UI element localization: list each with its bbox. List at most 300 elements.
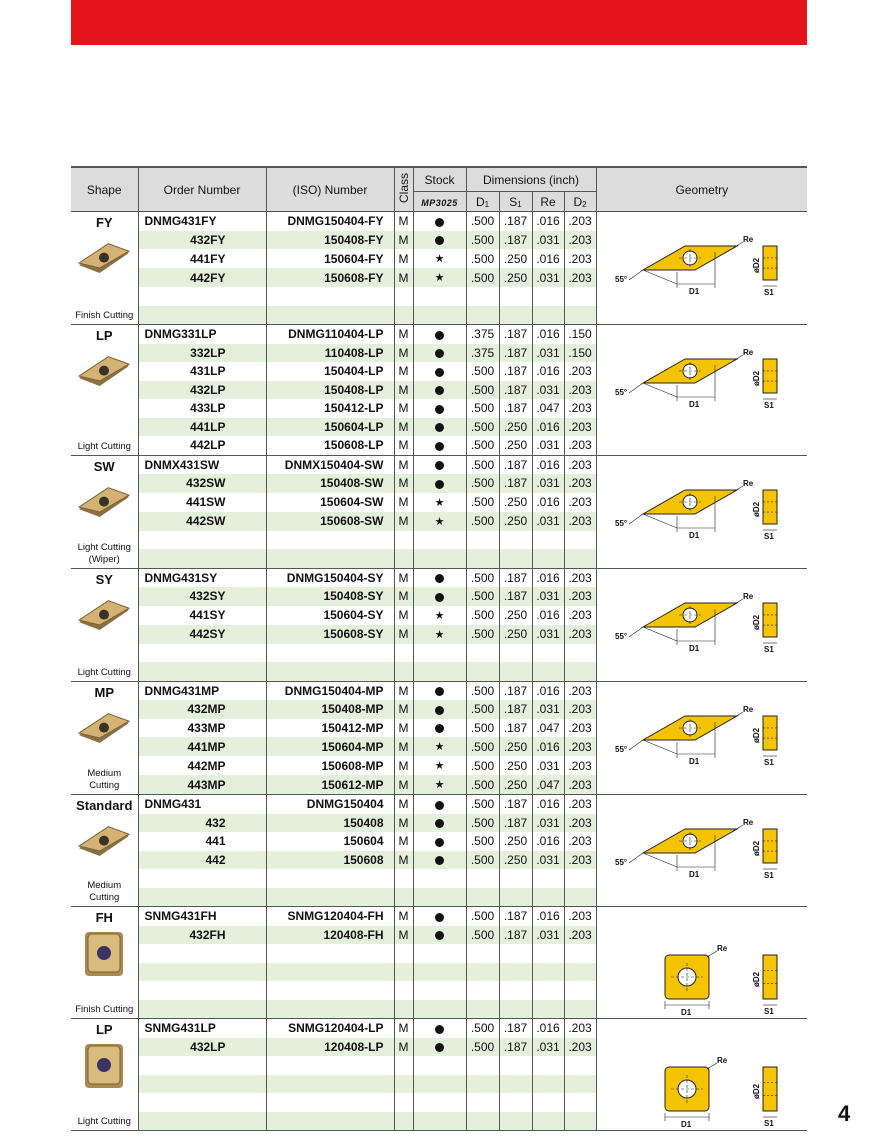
dim-d1	[466, 287, 499, 306]
stock-indicator	[413, 231, 466, 250]
header-class-label: Class	[396, 172, 411, 203]
in-stock-dot-icon	[435, 856, 444, 865]
dim-d1	[466, 1000, 499, 1019]
order-number: 432LP	[138, 381, 266, 400]
dim-d2: .203	[564, 814, 596, 833]
dim-d2	[564, 644, 596, 663]
geometry-cell	[596, 795, 807, 907]
table-row	[71, 325, 807, 344]
order-number	[138, 869, 266, 888]
iso-number	[266, 306, 394, 325]
cutting-description: Light Cutting (Wiper)	[77, 541, 131, 565]
geometry-d2-label: øD2	[751, 501, 761, 517]
dim-d1: .500	[466, 1019, 499, 1038]
dim-d1: .375	[466, 325, 499, 344]
geometry-d2-label: øD2	[751, 971, 761, 987]
stock-indicator	[413, 1075, 466, 1094]
dim-d1: .500	[466, 775, 499, 795]
geometry-d1-label: D1	[688, 643, 699, 653]
stock-indicator	[413, 1019, 466, 1038]
dim-d2	[564, 869, 596, 888]
dim-re: .031	[532, 436, 564, 455]
class-value: M	[394, 249, 413, 268]
dim-d2: .203	[564, 700, 596, 719]
order-number: 441SW	[138, 493, 266, 512]
order-number: 441MP	[138, 737, 266, 756]
in-stock-dot-icon	[435, 838, 444, 847]
class-value: M	[394, 1038, 413, 1057]
geometry-re-label: Re	[742, 704, 753, 714]
geometry-angle-label: 55°	[614, 631, 627, 641]
geometry-angle-label: 55°	[614, 388, 627, 397]
order-number: 432SW	[138, 474, 266, 493]
cutting-description: Light Cutting	[77, 666, 131, 678]
in-stock-dot-icon	[435, 913, 444, 922]
stock-indicator	[413, 306, 466, 325]
stock-indicator	[413, 963, 466, 982]
order-number: 433MP	[138, 719, 266, 738]
order-number: DNMG331LP	[138, 325, 266, 344]
iso-number: 120408-LP	[266, 1038, 394, 1057]
dim-d2: .203	[564, 775, 596, 795]
order-number	[138, 1075, 266, 1094]
geometry-d1-label: D1	[688, 400, 699, 409]
dim-s1: .187	[499, 587, 532, 606]
order-number	[138, 944, 266, 963]
dim-d2: .150	[564, 325, 596, 344]
geometry-d1-label: D1	[680, 1120, 691, 1129]
class-value: M	[394, 231, 413, 250]
class-value: M	[394, 795, 413, 814]
dim-re: .016	[532, 212, 564, 231]
class-value: M	[394, 212, 413, 231]
order-number: SNMG431FH	[138, 907, 266, 926]
table-row	[71, 455, 807, 474]
side-view-outline	[763, 490, 777, 524]
iso-number	[266, 888, 394, 907]
dim-d1	[466, 644, 499, 663]
header-iso-number: (ISO) Number	[266, 167, 394, 212]
iso-number: 150608-LP	[266, 436, 394, 455]
dim-s1: .250	[499, 737, 532, 756]
dim-re: .031	[532, 700, 564, 719]
geometry-d2-label: øD2	[751, 370, 761, 386]
iso-number: 150604	[266, 832, 394, 851]
class-value: M	[394, 493, 413, 512]
dim-re: .016	[532, 249, 564, 268]
geometry-s1-label: S1	[763, 531, 774, 541]
dim-re: .016	[532, 362, 564, 381]
order-number	[138, 287, 266, 306]
geometry-cell	[596, 907, 807, 1019]
insert-photo	[77, 599, 131, 638]
dim-s1: .250	[499, 756, 532, 775]
table-row	[71, 681, 807, 700]
dim-re: .031	[532, 851, 564, 870]
dim-d2: .203	[564, 926, 596, 945]
table-row	[71, 907, 807, 926]
class-value: M	[394, 474, 413, 493]
in-stock-dot-icon	[435, 423, 444, 432]
iso-number: 120408-FH	[266, 926, 394, 945]
insert-catalog-table	[71, 166, 807, 1131]
iso-number: 150608-SY	[266, 625, 394, 644]
class-value	[394, 1000, 413, 1019]
in-stock-dot-icon	[435, 574, 444, 583]
dim-re: .016	[532, 832, 564, 851]
in-stock-dot-icon	[435, 236, 444, 245]
side-view-outline	[763, 955, 777, 999]
order-number: 443MP	[138, 775, 266, 795]
dim-re: .031	[532, 1038, 564, 1057]
star-icon: ★	[434, 272, 445, 284]
dim-d1: .500	[466, 737, 499, 756]
dim-d1: .500	[466, 756, 499, 775]
class-value	[394, 963, 413, 982]
dim-s1: .187	[499, 325, 532, 344]
geometry-d1-label: D1	[688, 530, 699, 540]
dim-d2: .203	[564, 568, 596, 587]
dim-d2: .203	[564, 493, 596, 512]
class-value: M	[394, 344, 413, 363]
class-value: M	[394, 512, 413, 531]
dim-d1: .500	[466, 814, 499, 833]
dim-s1: .187	[499, 212, 532, 231]
iso-number: SNMG120404-FH	[266, 907, 394, 926]
class-value	[394, 944, 413, 963]
stock-indicator	[413, 325, 466, 344]
order-number: 442	[138, 851, 266, 870]
dim-d1	[466, 549, 499, 568]
header-re: Re	[532, 192, 564, 212]
dim-re: .016	[532, 568, 564, 587]
dim-d1	[466, 531, 499, 550]
table-row	[71, 212, 807, 231]
shape-cell	[71, 212, 138, 325]
shape-cell	[71, 455, 138, 568]
dim-re: .047	[532, 775, 564, 795]
geometry-re-label: Re	[742, 591, 753, 601]
stock-indicator	[413, 212, 466, 231]
class-value: M	[394, 907, 413, 926]
cutting-description: Light Cutting	[77, 1116, 131, 1127]
stock-indicator	[413, 662, 466, 681]
dim-s1: .187	[499, 907, 532, 926]
dim-re	[532, 981, 564, 1000]
dim-d2: .203	[564, 719, 596, 738]
in-stock-dot-icon	[435, 386, 444, 395]
dim-d2: .203	[564, 681, 596, 700]
dim-d1: .500	[466, 268, 499, 287]
dim-d1: .500	[466, 832, 499, 851]
order-number: DNMG431MP	[138, 681, 266, 700]
geometry-s1-label: S1	[763, 1119, 774, 1128]
insert-photo	[82, 929, 126, 984]
dim-d2: .203	[564, 832, 596, 851]
dim-d1: .500	[466, 681, 499, 700]
class-value	[394, 662, 413, 681]
dim-s1	[499, 644, 532, 663]
order-number	[138, 549, 266, 568]
geometry-s1-label: S1	[763, 401, 774, 410]
order-number	[138, 644, 266, 663]
dim-s1: .187	[499, 455, 532, 474]
dim-s1: .187	[499, 926, 532, 945]
dim-s1: .187	[499, 399, 532, 418]
star-icon: ★	[434, 515, 445, 528]
class-value: M	[394, 606, 413, 625]
order-number	[138, 888, 266, 907]
in-stock-dot-icon	[435, 687, 444, 696]
iso-number: 150612-MP	[266, 775, 394, 795]
insert-photo	[82, 1041, 126, 1096]
side-view-outline	[763, 1067, 777, 1111]
dim-re: .016	[532, 795, 564, 814]
iso-number: DNMG150404-FY	[266, 212, 394, 231]
dim-s1	[499, 1000, 532, 1019]
order-number: 442SY	[138, 625, 266, 644]
dim-d2	[564, 287, 596, 306]
order-number: 432	[138, 814, 266, 833]
stock-indicator	[413, 926, 466, 945]
dim-d2: .203	[564, 625, 596, 644]
iso-number	[266, 1056, 394, 1075]
order-number	[138, 662, 266, 681]
star-icon: ★	[434, 496, 445, 509]
dim-d2: .203	[564, 381, 596, 400]
shape-code: LP	[95, 328, 113, 343]
iso-number: 150608-FY	[266, 268, 394, 287]
dim-d2	[564, 1112, 596, 1131]
dim-re	[532, 944, 564, 963]
in-stock-dot-icon	[435, 405, 444, 414]
class-value: M	[394, 455, 413, 474]
stock-indicator	[413, 907, 466, 926]
dim-d1: .500	[466, 795, 499, 814]
dim-re: .031	[532, 474, 564, 493]
in-stock-dot-icon	[435, 1025, 444, 1034]
page-number: 4	[838, 1101, 851, 1126]
class-value	[394, 306, 413, 325]
dim-re: .016	[532, 606, 564, 625]
geometry-drawing	[603, 692, 803, 787]
class-value: M	[394, 1019, 413, 1038]
in-stock-dot-icon	[435, 480, 444, 489]
geometry-s1-label: S1	[763, 288, 774, 297]
in-stock-dot-icon	[435, 442, 444, 451]
geometry-cell	[596, 568, 807, 681]
class-value: M	[394, 700, 413, 719]
geometry-re-label: Re	[742, 235, 753, 244]
dim-d1: .500	[466, 455, 499, 474]
dim-re	[532, 644, 564, 663]
table-row	[71, 1019, 807, 1038]
dim-re: .016	[532, 681, 564, 700]
dim-d2	[564, 888, 596, 907]
iso-number: 150608-MP	[266, 756, 394, 775]
dim-re: .047	[532, 719, 564, 738]
stock-indicator	[413, 549, 466, 568]
iso-number: 150408-LP	[266, 381, 394, 400]
geometry-d1-label: D1	[680, 1008, 691, 1017]
insert-photo	[77, 486, 131, 525]
class-value	[394, 644, 413, 663]
stock-indicator	[413, 700, 466, 719]
class-value: M	[394, 737, 413, 756]
dim-s1: .187	[499, 231, 532, 250]
order-number: 432MP	[138, 700, 266, 719]
shape-code: SW	[93, 458, 115, 474]
insert-photo	[77, 355, 131, 394]
geometry-cell	[596, 1019, 807, 1131]
dim-s1: .187	[499, 362, 532, 381]
class-value: M	[394, 814, 413, 833]
side-view-outline	[763, 829, 777, 863]
iso-number	[266, 287, 394, 306]
geometry-drawing	[603, 579, 803, 674]
geometry-d2-label: øD2	[751, 840, 761, 856]
class-value: M	[394, 325, 413, 344]
star-icon: ★	[434, 741, 445, 753]
dim-re: .047	[532, 399, 564, 418]
iso-number: 150412-LP	[266, 399, 394, 418]
order-number	[138, 1093, 266, 1112]
dim-s1: .250	[499, 249, 532, 268]
cutting-description: Medium Cutting	[87, 880, 122, 903]
header-d2-sub: 2	[582, 199, 587, 209]
stock-indicator	[413, 287, 466, 306]
iso-number: 150412-MP	[266, 719, 394, 738]
dim-d2: .203	[564, 212, 596, 231]
dim-re: .031	[532, 344, 564, 363]
dim-d2: .203	[564, 907, 596, 926]
dim-d1	[466, 662, 499, 681]
cutting-description: Finish Cutting	[75, 310, 134, 321]
iso-number: 150408-MP	[266, 700, 394, 719]
stock-indicator	[413, 1112, 466, 1131]
dim-d2: .203	[564, 1019, 596, 1038]
shape-code: FY	[95, 215, 113, 230]
dim-s1	[499, 888, 532, 907]
iso-number: 150408	[266, 814, 394, 833]
star-icon: ★	[434, 779, 445, 791]
geometry-angle-label: 55°	[614, 858, 627, 867]
geometry-d1-label: D1	[688, 287, 699, 296]
stock-indicator	[413, 1000, 466, 1019]
dim-d1	[466, 944, 499, 963]
dim-s1	[499, 287, 532, 306]
dim-d1: .500	[466, 568, 499, 587]
side-view-outline	[763, 716, 777, 750]
dim-d2: .203	[564, 418, 596, 437]
order-number	[138, 1000, 266, 1019]
stock-indicator	[413, 568, 466, 587]
dim-d2: .203	[564, 512, 596, 531]
dim-s1: .250	[499, 436, 532, 455]
stock-indicator	[413, 851, 466, 870]
iso-number: DNMG150404	[266, 795, 394, 814]
iso-number: DNMG110404-LP	[266, 325, 394, 344]
dim-d1: .500	[466, 231, 499, 250]
dim-d2	[564, 1093, 596, 1112]
dim-d1: .500	[466, 625, 499, 644]
in-stock-dot-icon	[435, 819, 444, 828]
iso-number: 150604-SW	[266, 493, 394, 512]
geometry-drawing	[603, 923, 803, 1018]
order-number: 442SW	[138, 512, 266, 531]
dim-s1	[499, 662, 532, 681]
cutting-description: Medium Cutting	[87, 768, 122, 791]
iso-number	[266, 981, 394, 1000]
stock-indicator	[413, 362, 466, 381]
stock-indicator	[413, 587, 466, 606]
order-number	[138, 981, 266, 1000]
dim-d1: .500	[466, 719, 499, 738]
dim-s1: .187	[499, 568, 532, 587]
dim-re: .016	[532, 737, 564, 756]
dim-re: .031	[532, 512, 564, 531]
class-value	[394, 1075, 413, 1094]
stock-indicator	[413, 756, 466, 775]
dim-s1: .187	[499, 1019, 532, 1038]
dim-s1: .187	[499, 681, 532, 700]
dim-re	[532, 1056, 564, 1075]
dim-s1: .250	[499, 851, 532, 870]
header-class	[394, 167, 413, 212]
class-value: M	[394, 436, 413, 455]
stock-indicator	[413, 344, 466, 363]
class-value	[394, 1093, 413, 1112]
in-stock-dot-icon	[435, 724, 444, 733]
header-geometry: Geometry	[596, 167, 807, 212]
dim-d2: .203	[564, 249, 596, 268]
class-value: M	[394, 268, 413, 287]
dim-re: .031	[532, 231, 564, 250]
iso-number: 150408-SY	[266, 587, 394, 606]
header-d1-sub: 1	[484, 199, 490, 209]
dim-d1: .500	[466, 249, 499, 268]
geometry-cell	[596, 455, 807, 568]
header-stock: Stock	[413, 167, 466, 192]
dim-re	[532, 531, 564, 550]
dim-d1: .500	[466, 212, 499, 231]
class-value	[394, 981, 413, 1000]
dim-re	[532, 869, 564, 888]
stock-indicator	[413, 381, 466, 400]
stock-indicator	[413, 681, 466, 700]
dim-s1: .250	[499, 625, 532, 644]
stock-indicator	[413, 474, 466, 493]
geometry-s1-label: S1	[763, 644, 774, 654]
cutting-description: Light Cutting	[77, 440, 131, 452]
class-value: M	[394, 681, 413, 700]
stock-indicator	[413, 944, 466, 963]
class-value: M	[394, 756, 413, 775]
geometry-drawing	[603, 222, 803, 317]
dim-d1	[466, 888, 499, 907]
table-row	[71, 568, 807, 587]
dim-d1: .500	[466, 493, 499, 512]
dim-re	[532, 662, 564, 681]
dim-s1: .250	[499, 512, 532, 531]
class-value: M	[394, 775, 413, 795]
table-header	[71, 167, 807, 212]
iso-number	[266, 531, 394, 550]
stock-indicator	[413, 268, 466, 287]
side-view-outline	[763, 246, 777, 280]
stock-indicator	[413, 625, 466, 644]
dim-s1	[499, 1112, 532, 1131]
